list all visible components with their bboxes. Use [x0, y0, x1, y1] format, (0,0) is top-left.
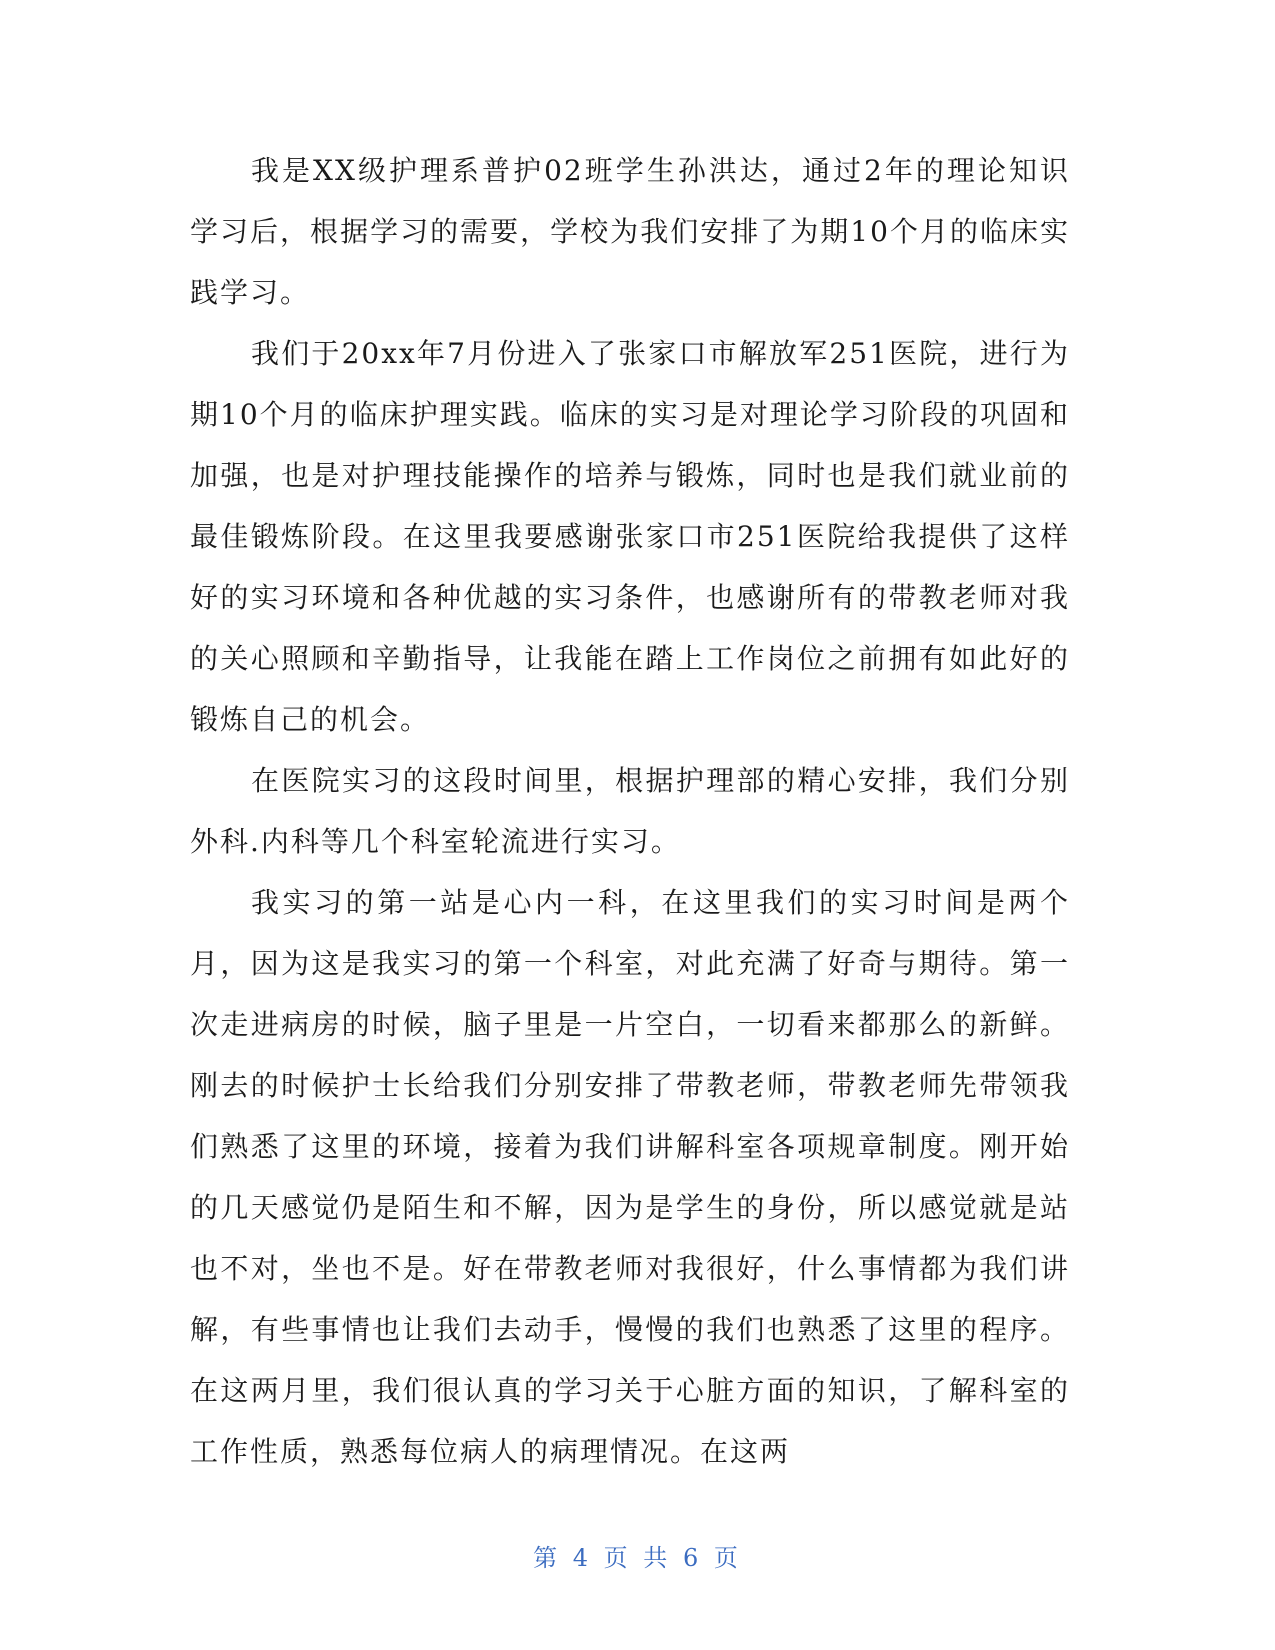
paragraph-1: 我是XX级护理系普护02班学生孙洪达，通过2年的理论知识学习后，根据学习的需要，学校为我们安排了为期10个月的临床实践学习。: [190, 154, 1070, 309]
document-body: [190, 140, 1070, 1482]
paragraph-4: 我实习的第一站是心内一科，在这里我们的实习时间是两个月，因为这是我实习的第一个科室，对此充满了好奇与期待。第一次走进病房的时候，脑子里是一片空白，一切看来都那么的新鲜。刚去的时候护士长给我们分别安排了带教老师，带教老师先带领我们熟悉了这里的环境，接着为我们讲解科室各项规章制度。刚开始的几天感觉仍是陌生和不解，因为是学生的身份，所以感觉就是站也不对，坐也不是。好在带教老师对我很好，什么事情都为我们讲解，有些事情也让我们去动手，慢慢的我们也熟悉了这里的程序。在这两月里，我们很认真的学习关于心脏方面的知识，了解科室的工作性质，熟悉每位病人的病理情况。在这两: [190, 886, 1070, 1468]
paragraph-3: 在医院实习的这段时间里，根据护理部的精心安排，我们分别外科.内科等几个科室轮流进行实习。: [190, 764, 1070, 858]
page-number-footer: 第 4 页 共 6 页: [533, 1544, 742, 1572]
paragraph-2: 我们于20xx年7月份进入了张家口市解放军251医院，进行为期10个月的临床护理实践。临床的实习是对理论学习阶段的巩固和加强，也是对护理技能操作的培养与锻炼，同时也是我们就业前的最佳锻炼阶段。在这里我要感谢张家口市251医院给我提供了这样好的实习环境和各种优越的实习条件，也感谢所有的带教老师对我的关心照顾和辛勤指导，让我能在踏上工作岗位之前拥有如此好的锻炼自己的机会。: [190, 337, 1070, 736]
